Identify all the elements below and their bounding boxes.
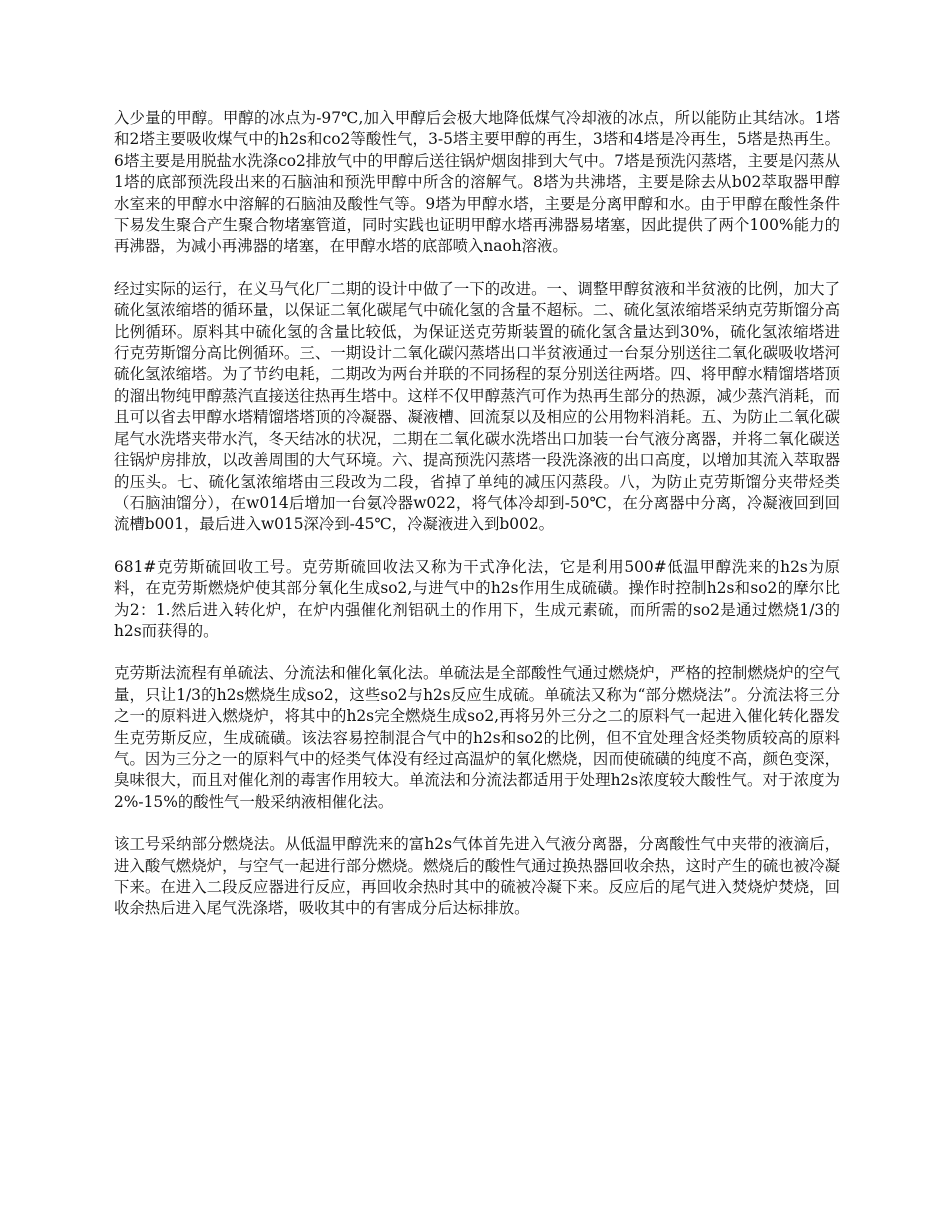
paragraph-claus-recovery: 681#克劳斯硫回收工号。克劳斯硫回收法又称为干式净化法，它是利用500#低温甲醇洗来的h2s为原料，在克劳斯燃烧炉使其部分氧化生成so2,与进气中的h2s作用生成硫磺。操作时控制h2s和so2的摩尔比为2：1.然后进入转化炉，在炉内强催化剂铝矾土的作用下，生成元素硫，而所需的so2是通过燃烧1/3的h2s而获得的。: [114, 557, 840, 640]
paragraph-partial-combustion: 该工号采纳部分燃烧法。从低温甲醇洗来的富h2s气体首先进入气液分离器，分离酸性气中夹带的液滴后，进入酸气燃烧炉，与空气一起进行部分燃烧。燃烧后的酸性气通过换热器回收余热，这时产生的硫也被冷凝下来。在进入二段反应器进行反应，再回收余热时其中的硫被冷凝下来。反应后的尾气进入焚烧炉焚烧，回收余热后进入尾气洗涤塔，吸收其中的有害成分后达标排放。: [114, 835, 840, 918]
paragraph-claus-processes: 克劳斯法流程有单硫法、分流法和催化氧化法。单硫法是全部酸性气通过燃烧炉，严格的控制燃烧炉的空气量，只让1/3的h2s燃烧生成so2，这些so2与h2s反应生成硫。单硫法又称为“部分燃烧法”。分流法将三分之一的原料进入燃烧炉，将其中的h2s完全燃烧生成so2,再将另外三分之二的原料气一起进入催化转化器发生克劳斯反应，生成硫磺。该法容易控制混合气中的h2s和so2的比例，但不宜处理含烃类物质较高的原料气。因为三分之一的原料气中的烃类气体没有经过高温炉的氧化燃烧，因而使硫磺的纯度不高，颜色变深，臭味很大，而且对催化剂的毒害作用较大。单流法和分流法都适用于处理h2s浓度较大酸性气。对于浓度为2%-15%的酸性气一般采纳液相催化法。: [114, 664, 840, 811]
document-body: [114, 108, 840, 941]
paragraph-improvements: 经过实际的运行，在义马气化厂二期的设计中做了一下的改进。一、调整甲醇贫液和半贫液的比例，加大了硫化氢浓缩塔的循环量，以保证二氧化碳尾气中硫化氢的含量不超标。二、硫化氢浓缩塔采纳克劳斯馏分高比例循环。原料其中硫化氢的含量比较低，为保证送克劳斯装置的硫化氢含量达到30%，硫化氢浓缩塔进行克劳斯馏分高比例循环。三、一期设计二氧化碳闪蒸塔出口半贫液通过一台泵分别送往二氧化碳吸收塔河硫化氢浓缩塔。为了节约电耗，二期改为两台并联的不同扬程的泵分别送往两塔。四、将甲醇水精馏塔塔顶的溜出物纯甲醇蒸汽直接送往热再生塔中。这样不仅甲醇蒸汽可作为热再生部分的热源，减少蒸汽消耗，而且可以省去甲醇水塔精馏塔塔顶的冷凝器、凝液槽、回流泵以及相应的公用物料消耗。五、为防止二氧化碳尾气水洗塔夹带水汽，冬天结冰的状况，二期在二氧化碳水洗塔出口加装一台气液分离器，并将二氧化碳送往锅炉房排放，以改善周围的大气环境。六、提高预洗闪蒸塔一段洗涤液的出口高度，以增加其流入萃取器的压头。七、硫化氢浓缩塔由三段改为二段，省掉了单纯的减压闪蒸段。八，为防止克劳斯馏分夹带烃类（石脑油馏分），在w014后增加一台氨冷器w022，将气体冷却到-50℃，在分离器中分离，冷凝液回到回流槽b001，最后进入w015深冷到-45℃，冷凝液进入到b002。: [114, 279, 840, 534]
paragraph-methanol-towers: 入少量的甲醇。甲醇的冰点为-97℃,加入甲醇后会极大地降低煤气冷却液的冰点，所以能防止其结冰。1塔和2塔主要吸收煤气中的h2s和co2等酸性气，3-5塔主要甲醇的再生，3塔和4塔是冷再生，5塔是热再生。6塔主要是用脱盐水洗涤co2排放气中的甲醇后送往锅炉烟囱排到大气中。7塔是预洗闪蒸塔，主要是闪蒸从1塔的底部预洗段出来的石脑油和预洗甲醇中所含的溶解气。8塔为共沸塔，主要是除去从b02萃取器甲醇水室来的甲醇水中溶解的石脑油及酸性气等。9塔为甲醇水塔，主要是分离甲醇和水。由于甲醇在酸性条件下易发生聚合产生聚合物堵塞管道，同时实践也证明甲醇水塔再沸器易堵塞，因此提供了两个100%能力的再沸器，为减小再沸器的堵塞，在甲醇水塔的底部喷入naoh溶液。: [114, 109, 840, 256]
